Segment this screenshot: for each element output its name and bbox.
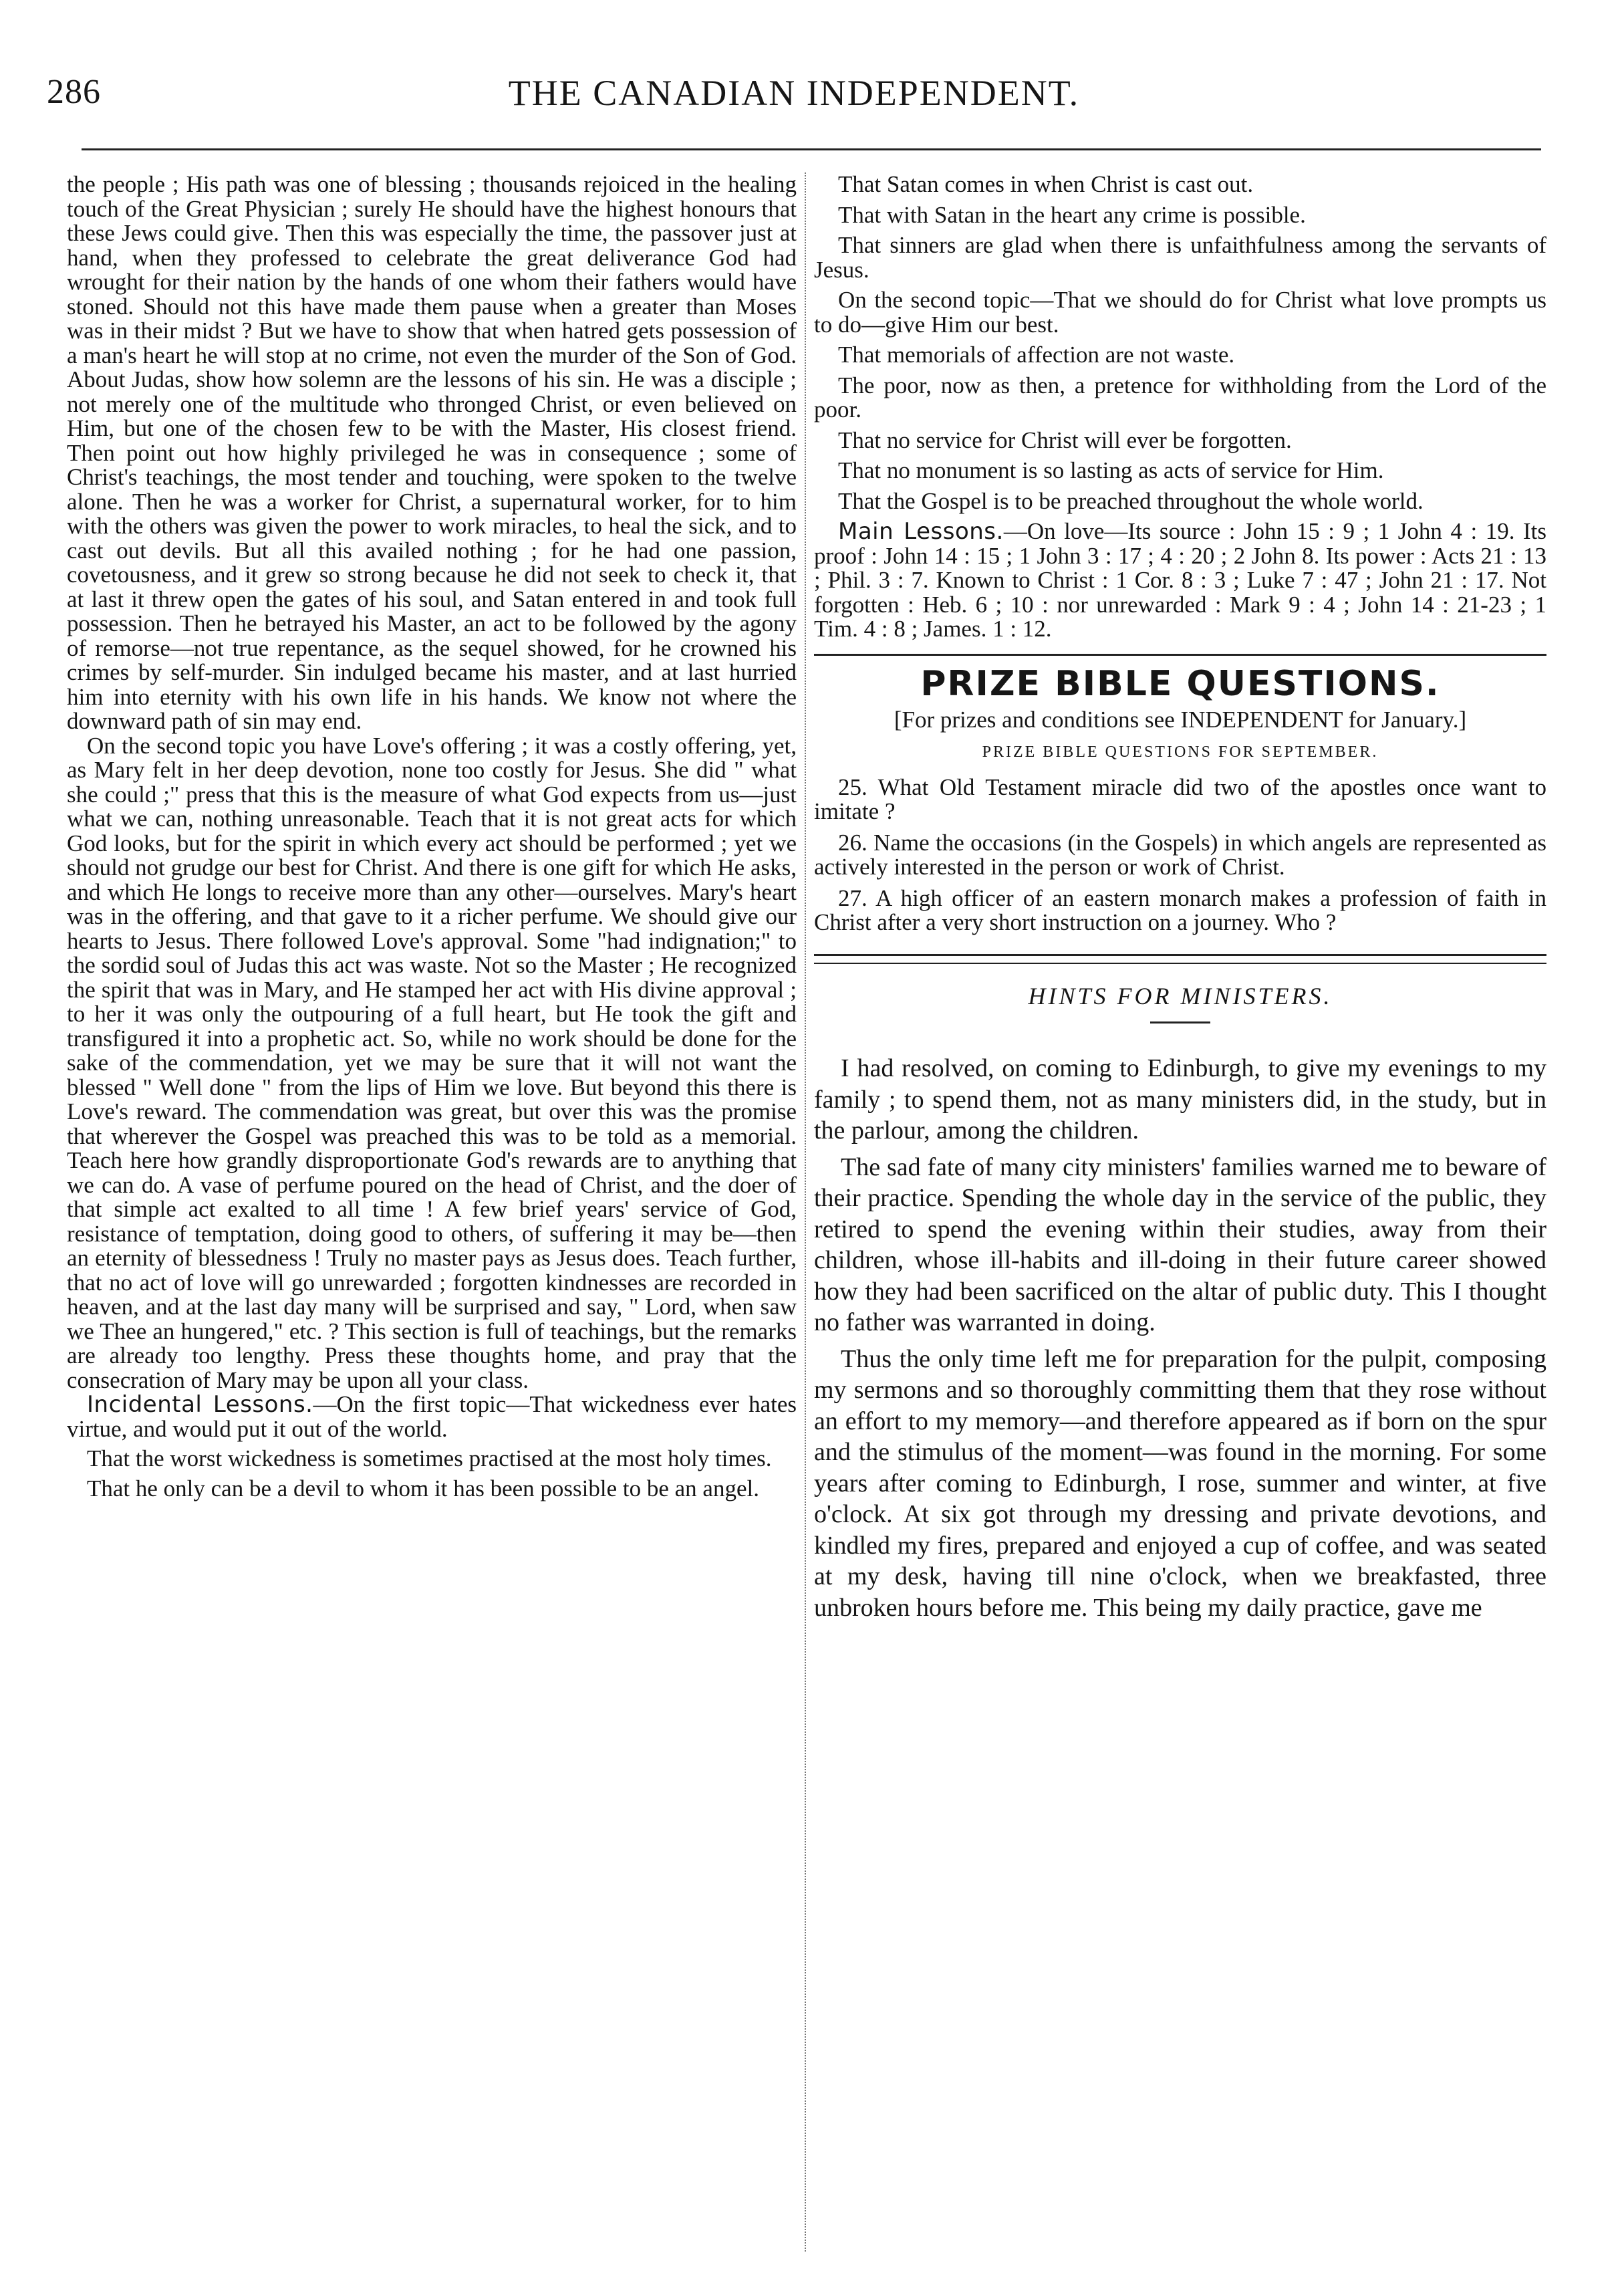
incidental-lessons-text: —On the first topic—That wickedness ever hates virtue, and would put it out of the world. (67, 1391, 797, 1442)
lesson-item: The poor, now as then, a pretence for withholding from the Lord of the poor. (814, 372, 1546, 423)
hints-paragraph: The sad fate of many city ministers' families warned me to beware of their practice. Spending the whole day in the service of the public, they retired to spend the evening within their studies, away from their children, whose ill-habits and ill-doing in their future career showed how they had been sacrificed on the altar of public duty. This I thought no father was warranted in doing. (814, 1153, 1546, 1336)
prize-question: 27. A high officer of an eastern monarch makes a profession of faith in Christ after a very short instruction on a journey. Who ? (814, 884, 1546, 935)
prize-questions-heading: PRIZE BIBLE QUESTIONS. (920, 663, 1440, 704)
lesson-item: That the worst wickedness is sometimes practised at the most holy times. (87, 1445, 772, 1471)
main-lessons-text: —On love—Its source : John 15 : 9 ; 1 John 4 : 19. Its proof : John 14 : 15 ; 1 John 3 : 17 ; 4 : 20 ; 2 John 8. Its power : Acts 21 : 13 ; Phil. 3 : 7. Known to Christ : 1 Cor. 8 : 3 ; Luke 7 : 47 ; John 21 : 17. Not forgotten : Heb. 6 ; 10 : nor unrewarded : Mark 9 : 4 ; John 14 : 21-23 ; 1 Tim. 4 : 8 ; James. 1 : 12. (814, 518, 1546, 642)
prize-question: 26. Name the occasions (in the Gospels) in which angels are represented as actively interested in the person or work of Christ. (814, 829, 1546, 880)
header-rule (82, 148, 1541, 150)
lesson-item: That Satan comes in when Christ is cast out. (838, 172, 1254, 197)
lesson-item: On the second topic—That we should do for Christ what love prompts us to do—give Him our best. (814, 287, 1546, 338)
prize-question: 25. What Old Testament miracle did two of the apostles once want to imitate ? (814, 773, 1546, 824)
main-lessons-lead: Main Lessons. (838, 518, 1004, 545)
section-rule (814, 654, 1546, 656)
short-rule (1150, 1021, 1210, 1023)
hints-heading: HINTS FOR MINISTERS. (1028, 982, 1333, 1009)
lesson-item: That with Satan in the heart any crime is possible. (838, 201, 1306, 228)
section-double-rule (814, 954, 1546, 964)
right-column (814, 172, 1546, 2252)
page-header (47, 72, 1541, 126)
lesson-item: That no monument is so lasting as acts of service for Him. (838, 457, 1384, 483)
lesson-item: That memorials of affection are not waste. (838, 342, 1235, 368)
prize-conditions-note: [For prizes and conditions see INDEPENDENT for January.] (894, 706, 1467, 733)
prize-questions-subheading: PRIZE BIBLE QUESTIONS FOR SEPTEMBER. (982, 743, 1379, 761)
incidental-lessons (67, 1393, 797, 1441)
lesson-item: That sinners are glad when there is unfaithfulness among the servants of Jesus. (814, 232, 1546, 283)
journal-title: THE CANADIAN INDEPENDENT. (508, 73, 1080, 113)
lesson-item: That no service for Christ will ever be forgotten. (838, 427, 1292, 453)
left-column (67, 172, 797, 2252)
lesson-item: That he only can be a devil to whom it has been possible to be an angel. (87, 1475, 759, 1501)
hints-paragraph: Thus the only time left me for preparation for the pulpit, composing my sermons and so thoroughly committing them that they rose without an effort to my memory—and therefore appeared as if born on the spur and the stimulus of the moment—was found in the morning. For some years after coming to Edinburgh, I rose, summer and winter, at five o'clock. At six got through my dressing and private devotions, and kindled my fires, prepared and enjoyed a cup of coffee, and was seated at my desk, having till nine o'clock, when we breakfasted, three unbroken hours before me. This being my daily practice, gave me (814, 1344, 1546, 1622)
article-paragraph: the people ; His path was one of blessing ; thousands rejoiced in the healing touch of the Great Physician ; surely He should have the highest honours that these Jews could give. Then this was especially the time, the passover just at hand, when they professed to celebrate the great deliverance God had wrought for their nation by the hands of one whom their fathers would have stoned. Should not this have made them pause when a greater than Moses was in their midst ? But we have to show that when hatred gets possession of a man's heart he will stop at no crime, not even the murder of the Son of God. About Judas, show how solemn are the lessons of his sin. He was a disciple ; not merely one of the multitude who thronged Christ, or even believed on Him, but one of the chosen few to be with the Master, His closest friend. Then point out how highly privileged he was in consequence ; some of Christ's teachings, the most tender and touching, were spoken to the twelve alone. Then he was a worker for Christ, a supernatural worker, for to him with the others was given the power to work miracles, to heal the sick, and to cast out devils. But all this availed nothing ; for he had one passion, covetousness, and it grew so strong because he did not seek to check it, that at last it threw open the gates of his soul, and Satan entered in and took full possession. Then he betrayed his Master, an act to be followed by the agony of remorse—not true repentance, as the sequel showed, for he crowned his crimes by self-murder. Sin indulged became his master, and at last hurried him into eternity with his own life in his hands. We know not where the downward path of sin may end. (67, 172, 797, 734)
article-paragraph: On the second topic you have Love's offering ; it was a costly offering, yet, as Mary felt in her deep devotion, none too costly for Jesus. She did " what she could ;" press that this is the measure of what God expects from us—just what we can, nothing unreasonable. Teach that it is not great acts for which God looks, but for the spirit in which every act should be performed ; yet we should not grudge our best for Christ. And there is one gift for which He asks, and which He longs to receive more than any other—ourselves. Mary's heart was in the offering, and that gave to it a richer perfume. We should give our hearts to Jesus. There followed Love's approval. Some "had indignation;" to the sordid soul of Judas this act was waste. Not so the Master ; He recognized the spirit that was in Mary, and He stamped her act with His divine approval ; to her it was only the outpouring of a full heart, but He took the gift and transfigured it into a prophetic act. So, while no work should be done for the sake of the commendation, yet we may be sure that it will not want the blessed " Well done " from the lips of Him we love. But beyond this there is Love's reward. The commendation was great, but over this was the promise that wherever the Gospel was preached this was to be told as a memorial. Teach here how grandly disproportionate God's rewards are to anything that we can do. A vase of perfume poured on the head of Christ, and the doer of that simple act exalted to all time ! A few brief years' service of God, resistance of temptation, doing good to others, of suffering it may be—then an eternity of blessedness ! Truly no master pays as Jesus does. Teach further, that no act of love will go unrewarded ; forgotten kindnesses are recorded in heaven, and at the last day many will be surprised and say, " Lord, when saw we Thee an hungered," etc. ? This section is full of teachings, but the remarks are already too lengthy. Press these thoughts home, and pray that the consecration of Mary may be upon all your class. (67, 732, 797, 1393)
hints-paragraph: I had resolved, on coming to Edinburgh, to give my evenings to my family ; to spend them, not as many ministers did, in the study, but in the parlour, among the children. (814, 1054, 1546, 1144)
main-lessons (814, 519, 1546, 642)
page-number: 286 (47, 73, 101, 111)
incidental-lessons-lead: Incidental Lessons. (87, 1391, 313, 1418)
column-divider (805, 172, 806, 2252)
lesson-item: That the Gospel is to be preached throughout the whole world. (838, 487, 1424, 514)
hints-body (814, 1053, 1546, 1623)
